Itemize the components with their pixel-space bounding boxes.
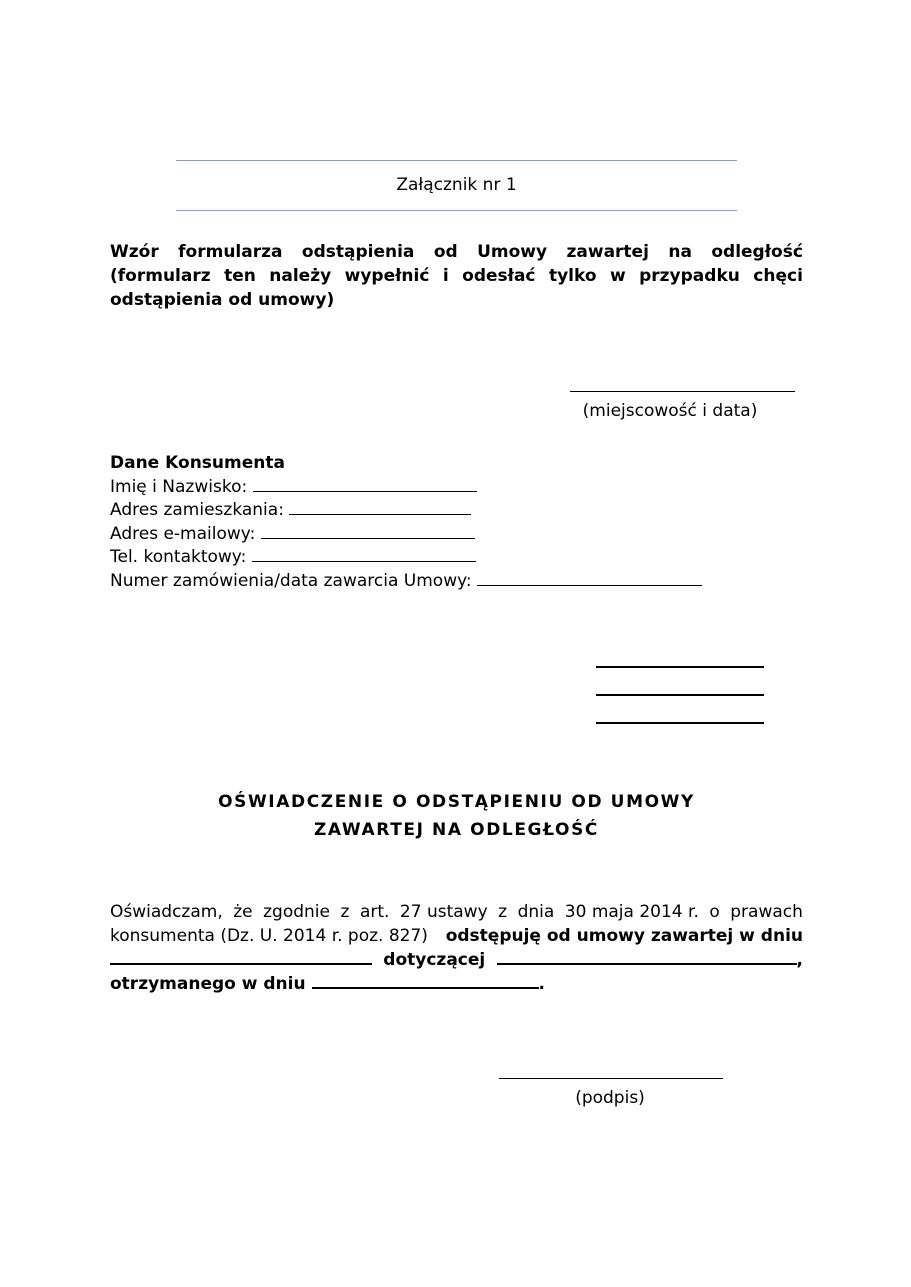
recipient-line-3[interactable] bbox=[596, 722, 764, 724]
heading-word: w bbox=[609, 266, 626, 286]
declaration-word: art. bbox=[359, 902, 390, 922]
declaration-line-4 bbox=[110, 972, 803, 996]
received-period: . bbox=[538, 974, 545, 994]
heading-word: Wzór bbox=[110, 242, 159, 262]
heading-word: ten bbox=[224, 266, 256, 286]
place-date-caption: (miejscowość i data) bbox=[582, 401, 758, 421]
name-field[interactable] bbox=[253, 477, 477, 492]
heading-word: odstąpienia bbox=[301, 242, 415, 262]
declaration-word: o bbox=[709, 902, 720, 922]
address-label: Adres zamieszkania: bbox=[110, 500, 284, 520]
name-row bbox=[110, 476, 702, 500]
heading-word: tylko bbox=[548, 266, 597, 286]
consumer-data bbox=[110, 452, 702, 593]
email-label: Adres e-mailowy: bbox=[110, 523, 256, 544]
heading-word: należy bbox=[269, 266, 332, 286]
heading-word: (formularz bbox=[110, 266, 211, 286]
declaration-line-2-normal: konsumenta (Dz. U. 2014 r. poz. 827) bbox=[110, 926, 428, 946]
declaration-word: 27 ustawy bbox=[399, 902, 488, 922]
order-field[interactable] bbox=[477, 571, 702, 586]
heading-word: wypełnić bbox=[344, 266, 430, 286]
heading-line-1 bbox=[110, 240, 803, 264]
name-label: Imię i Nazwisko: bbox=[110, 476, 248, 497]
declaration-line-2 bbox=[110, 924, 803, 948]
phone-field[interactable] bbox=[252, 547, 476, 562]
heading-word: od bbox=[433, 242, 458, 262]
order-label: Numer zamówienia/data zawarcia Umowy: bbox=[110, 570, 472, 591]
heading-line-3: odstąpienia od umowy) bbox=[110, 290, 335, 310]
signature-caption: (podpis) bbox=[575, 1088, 645, 1108]
concerning-field-group bbox=[497, 948, 803, 972]
consumer-title: Dane Konsumenta bbox=[110, 453, 285, 473]
received-date-field[interactable] bbox=[312, 972, 539, 989]
declaration-word: z bbox=[498, 902, 508, 922]
declaration-word: Oświadczam, bbox=[110, 902, 223, 922]
phone-label: Tel. kontaktowy: bbox=[110, 547, 247, 567]
declaration-word: zgodnie bbox=[263, 902, 330, 922]
email-row bbox=[110, 523, 702, 547]
declaration-line-3 bbox=[110, 948, 803, 972]
declaration-line-1 bbox=[110, 900, 803, 924]
declaration-title-line-1: OŚWIADCZENIE O ODSTĄPIENIU OD UMOWY bbox=[218, 792, 695, 812]
declaration-word: prawach bbox=[730, 902, 803, 922]
heading-word: odesłać bbox=[462, 266, 536, 286]
heading-word: i bbox=[442, 266, 449, 286]
declaration-word: dnia bbox=[517, 902, 555, 922]
declaration-title bbox=[110, 788, 803, 844]
heading-word: zawartej bbox=[566, 242, 649, 262]
heading-word: Umowy bbox=[477, 242, 548, 262]
place-date-line[interactable] bbox=[570, 391, 795, 392]
concerning-comma: , bbox=[796, 950, 803, 970]
annex-bottom-rule bbox=[176, 210, 737, 211]
concerning-word: dotyczącej bbox=[383, 950, 486, 970]
declaration-word: z bbox=[340, 902, 350, 922]
phone-row bbox=[110, 546, 702, 570]
address-row bbox=[110, 499, 702, 523]
heading-word: formularza bbox=[178, 242, 283, 262]
heading-word: na bbox=[668, 242, 692, 262]
declaration-title-line-2: ZAWARTEJ NA ODLEGŁOŚĆ bbox=[314, 820, 599, 840]
received-label: otrzymanego w dniu bbox=[110, 974, 306, 994]
declaration-word: 30 maja 2014 r. bbox=[564, 902, 699, 922]
heading-word: chęci bbox=[753, 266, 803, 286]
declaration-body bbox=[110, 900, 803, 996]
annex-title: Załącznik nr 1 bbox=[396, 175, 517, 195]
recipient-line-2[interactable] bbox=[596, 694, 764, 696]
heading-word: przypadku bbox=[639, 266, 740, 286]
order-row bbox=[110, 570, 702, 594]
form-heading bbox=[110, 240, 803, 312]
concerning-field[interactable] bbox=[497, 948, 797, 965]
declaration-word: że bbox=[233, 902, 253, 922]
contract-date-field[interactable] bbox=[110, 948, 372, 965]
email-field[interactable] bbox=[261, 524, 475, 539]
annex-top-rule bbox=[176, 160, 737, 161]
signature-line[interactable] bbox=[499, 1078, 723, 1079]
heading-word: odległość bbox=[711, 242, 803, 262]
declaration-line-2-bold: odstępuję od umowy zawartej w dniu bbox=[445, 926, 803, 946]
heading-line-2 bbox=[110, 264, 803, 288]
address-field[interactable] bbox=[289, 500, 471, 515]
recipient-line-1[interactable] bbox=[596, 666, 764, 668]
